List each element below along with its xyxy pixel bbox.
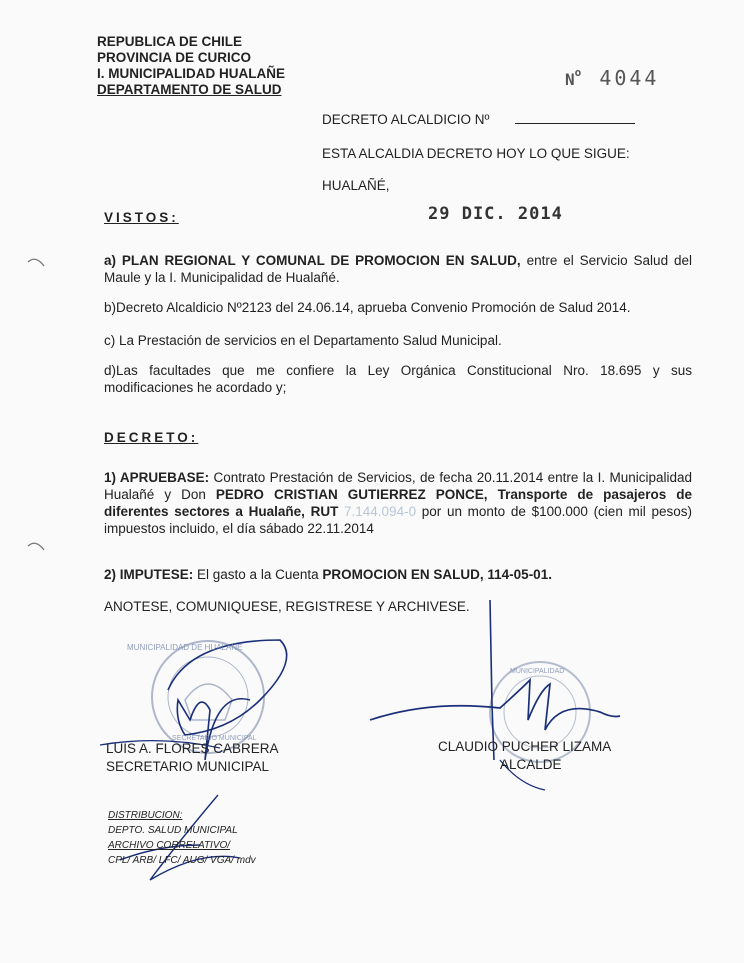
punch-hole-mark-top	[28, 259, 44, 266]
vistos-d: d)Las facultades que me confiere la Ley Orgánica Constitucional Nro. 18.695 y sus modificaciones he acordado y;	[104, 363, 692, 395]
punch-hole-mark-bottom	[28, 543, 44, 550]
seal-left-text: MUNICIPALIDAD DE HUALAÑE	[127, 643, 243, 652]
date-stamp: 29 DIC. 2014	[428, 204, 563, 224]
distribution-line-3: CPL/ ARB/ LFC/ AUG/ VGA/ mdv	[108, 855, 256, 866]
decree-label: DECRETO ALCALDICIO Nº	[322, 112, 490, 127]
p1-rut: 7.144.094-0	[344, 504, 417, 519]
p2-label: 2) IMPUTESE:	[104, 567, 194, 582]
distribution-list	[108, 808, 256, 868]
p1-name: PEDRO CRISTIAN GUTIERREZ PONCE, Transporte de pasajeros de diferentes sectores a Hualañe, RUT	[104, 487, 692, 519]
place: HUALAÑÉ,	[322, 178, 390, 193]
letterhead-province: PROVINCIA DE CURICO	[97, 50, 252, 65]
vistos-title: VISTOS:	[104, 210, 179, 225]
vistos-a-bold: a) PLAN REGIONAL Y COMUNAL DE PROMOCION EN SALUD,	[104, 253, 521, 268]
letterhead-country: REPUBLICA DE CHILE	[97, 34, 243, 49]
p1-text2: por un monto de $100.000 (cien mil pesos) impuestos incluido, el día sábado 22.11.2014	[104, 504, 692, 536]
vistos-b: b)Decreto Alcaldicio Nº2123 del 24.06.14, aprueba Convenio Promoción de Salud 2014.	[104, 300, 631, 315]
vistos-c: c) La Prestación de servicios en el Departamento Salud Municipal.	[104, 333, 502, 348]
decree-number-stamp: $N^o$ 4044	[565, 66, 660, 90]
vistos-a-text: entre el Servicio Salud del Maule y la I. Municipalidad de Hualañé.	[104, 253, 692, 285]
signatory-right	[438, 738, 611, 774]
p1-label: 1) APRUEBASE:	[104, 470, 210, 485]
p1-text1: Contrato Prestación de Servicios, de fecha 20.11.2014 entre la I. Municipalidad Hualañé y Don	[104, 470, 692, 502]
decreto-title: DECRETO:	[104, 430, 199, 445]
closing-formula: ANOTESE, COMUNIQUESE, REGISTRESE Y ARCHIVESE.	[104, 599, 470, 614]
signature-right-vertical	[490, 600, 494, 760]
decree-intro: ESTA ALCALDIA DECRETO HOY LO QUE SIGUE:	[322, 146, 630, 161]
distribution-title: DISTRIBUCION:	[108, 810, 183, 821]
p2-text: El gasto a la Cuenta	[197, 567, 319, 582]
seal-left-bottom: SECRETARIO MUNICIPAL	[172, 735, 257, 742]
signatory-left-title: SECRETARIO MUNICIPAL	[106, 759, 270, 774]
decree-number: 4044	[599, 66, 660, 90]
number-prefix: N	[565, 70, 575, 89]
distribution-line-2: ARCHIVO CORRELATIVO/	[108, 840, 231, 851]
distribution-line-1: DEPTO. SALUD MUNICIPAL	[108, 825, 238, 836]
p2-account: PROMOCION EN SALUD, 114-05-01.	[322, 567, 552, 582]
signatory-left-name: LUIS A. FLORES CABRERA	[106, 741, 279, 756]
signatory-right-name: CLAUDIO PUCHER LIZAMA	[438, 739, 612, 754]
seal-right-text: MUNICIPALIDAD	[510, 668, 565, 675]
letterhead-department: DEPARTAMENTO DE SALUD	[97, 82, 282, 97]
letterhead-municipality: I. MUNICIPALIDAD HUALAÑE	[97, 66, 285, 81]
signatory-left	[106, 740, 279, 776]
signatory-right-title: ALCALDE	[500, 757, 562, 772]
